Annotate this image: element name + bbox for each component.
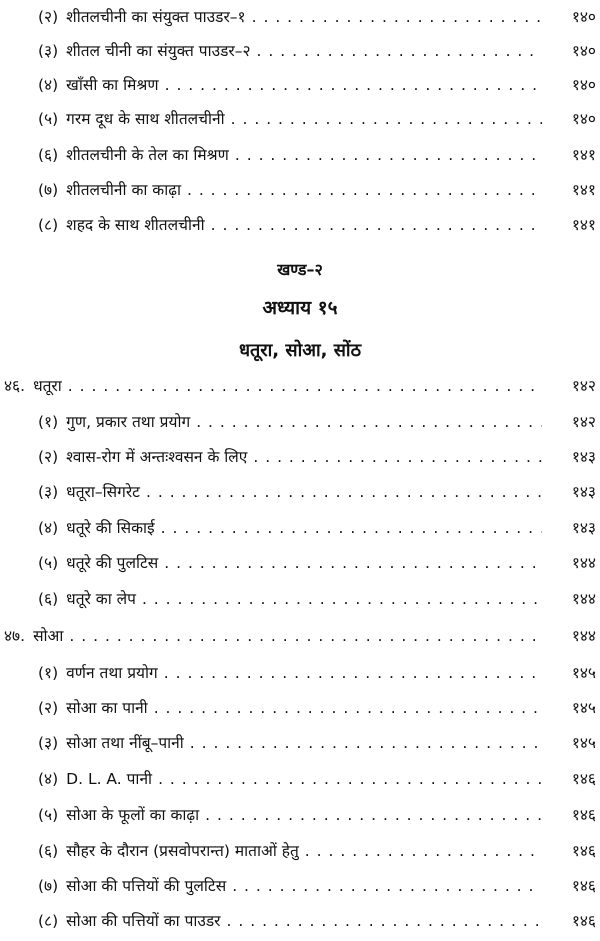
entry-title: D. L. A. पानी	[66, 770, 153, 788]
entry-title: शीतल चीनी का संयुक्त पाउडर–२	[66, 42, 251, 60]
toc-entry	[0, 693, 600, 723]
entry-number: ४६.	[4, 377, 26, 395]
entry-number: (२)	[38, 448, 59, 466]
toc-entry	[0, 210, 600, 240]
entry-number: (१)	[38, 664, 59, 682]
entry-number: (३)	[38, 734, 59, 752]
entry-page-number: १४१	[571, 181, 596, 199]
entry-page-number: १४६	[571, 912, 596, 930]
entry-number: (४)	[38, 519, 59, 537]
toc-entry	[0, 548, 600, 578]
toc-entry	[0, 2, 600, 32]
entry-number: (३)	[38, 42, 59, 60]
entry-number: (८)	[38, 912, 59, 930]
entry-number: (२)	[38, 699, 59, 717]
dot-leader	[68, 371, 542, 401]
toc-entry	[0, 175, 600, 205]
entry-title: गुण, प्रकार तथा प्रयोग	[66, 413, 191, 431]
dot-leader	[253, 442, 542, 472]
entry-title: शीतलचीनी का काढ़ा	[66, 181, 181, 199]
entry-number: (५)	[38, 554, 59, 572]
toc-entry	[0, 728, 600, 758]
dot-leader	[235, 140, 542, 170]
dot-leader	[227, 906, 542, 936]
entry-page-number: १४४	[571, 554, 596, 572]
entry-page-number: १४१	[571, 146, 596, 164]
entry-title: सोआ का पानी	[66, 699, 148, 717]
toc-entry	[0, 764, 600, 794]
entry-page-number: १४५	[571, 734, 596, 752]
toc-entry	[0, 70, 600, 100]
entry-title: खाँसी का मिश्रण	[66, 76, 159, 94]
entry-page-number: १४२	[571, 413, 596, 431]
entry-title: शहद के साथ शीतलचीनी	[66, 216, 205, 234]
entry-page-number: १४४	[571, 590, 596, 608]
entry-page-number: १४३	[571, 519, 596, 537]
dot-leader	[232, 871, 542, 901]
toc-entry	[0, 140, 600, 170]
entry-number: (३)	[38, 483, 59, 501]
dot-leader	[164, 548, 542, 578]
dot-leader	[211, 210, 542, 240]
entry-page-number: १४०	[571, 76, 596, 94]
entry-page-number: १४६	[571, 770, 596, 788]
toc-entry	[0, 871, 600, 901]
entry-page-number: १४०	[571, 42, 596, 60]
toc-entry	[0, 800, 600, 830]
entry-page-number: १४०	[571, 8, 596, 26]
entry-title: गरम दूध के साथ शीतलचीनी	[66, 110, 225, 128]
entry-number: (१)	[38, 413, 59, 431]
section-heading: खण्ड–२	[277, 260, 323, 279]
entry-page-number: १४६	[571, 877, 596, 895]
entry-title: सोआ के फूलों का काढ़ा	[66, 806, 200, 824]
chapter-topic: धतूरा, सोआ, सोंठ	[238, 340, 362, 361]
toc-entry	[0, 407, 600, 437]
dot-leader	[257, 36, 542, 66]
entry-title: धतूरा–सिगरेट	[66, 483, 140, 501]
toc-entry	[0, 477, 600, 507]
entry-page-number: १४५	[571, 699, 596, 717]
entry-page-number: १४६	[571, 842, 596, 860]
entry-number: (४)	[38, 76, 59, 94]
toc-main-entry	[0, 371, 600, 401]
entry-title: सोआ तथा नींबू–पानी	[66, 734, 184, 752]
entry-title: शीतलचीनी का संयुक्त पाउडर–१	[66, 8, 246, 26]
entry-title: सौहर के दौरान (प्रसवोपरान्त) माताओं हेतु	[66, 842, 299, 860]
entry-title: सोआ की पत्तियों की पुलटिस	[66, 877, 227, 895]
entry-title: श्वास-रोग में अन्तःश्वसन के लिए	[66, 448, 248, 466]
dot-leader	[231, 104, 542, 134]
dot-leader	[165, 70, 542, 100]
toc-entry	[0, 513, 600, 543]
entry-title: धतूरे की पुलटिस	[66, 554, 159, 572]
entry-number: (६)	[38, 590, 59, 608]
dot-leader	[305, 836, 542, 866]
dot-leader	[146, 477, 542, 507]
toc-entry	[0, 442, 600, 472]
toc-entry	[0, 104, 600, 134]
entry-number: ४७.	[4, 627, 26, 645]
toc-entry	[0, 36, 600, 66]
entry-page-number: १४६	[571, 806, 596, 824]
dot-leader	[164, 658, 542, 688]
entry-page-number: १४५	[571, 664, 596, 682]
entry-title: सोआ की पत्तियों का पाउडर	[66, 912, 221, 930]
entry-number: (८)	[38, 216, 59, 234]
entry-page-number: १४२	[571, 377, 596, 395]
toc-main-entry	[0, 621, 600, 651]
entry-number: (७)	[38, 181, 59, 199]
dot-leader	[142, 584, 542, 614]
dot-leader	[205, 800, 542, 830]
entry-page-number: १४०	[571, 110, 596, 128]
entry-number: (५)	[38, 110, 59, 128]
dot-leader	[196, 407, 542, 437]
dot-leader	[187, 175, 542, 205]
entry-number: (२)	[38, 8, 59, 26]
entry-title: सोआ	[33, 627, 64, 645]
entry-title: शीतलचीनी के तेल का मिश्रण	[66, 146, 229, 164]
chapter-heading: अध्याय १५	[262, 297, 338, 319]
toc-entry	[0, 658, 600, 688]
entry-page-number: १४३	[571, 483, 596, 501]
dot-leader	[252, 2, 542, 32]
dot-leader	[190, 728, 542, 758]
entry-number: (६)	[38, 146, 59, 164]
entry-number: (६)	[38, 842, 59, 860]
entry-number: (५)	[38, 806, 59, 824]
entry-title: धतूरे का लेप	[66, 590, 136, 608]
dot-leader	[158, 764, 542, 794]
entry-number: (४)	[38, 770, 59, 788]
dot-leader	[69, 621, 542, 651]
entry-page-number: १४३	[571, 448, 596, 466]
entry-page-number: १४१	[571, 216, 596, 234]
dot-leader	[161, 513, 542, 543]
toc-entry	[0, 584, 600, 614]
entry-page-number: १४४	[571, 627, 596, 645]
entry-title: वर्णन तथा प्रयोग	[66, 664, 158, 682]
entry-title: धतूरा	[33, 377, 62, 395]
dot-leader	[154, 693, 542, 723]
toc-entry	[0, 836, 600, 866]
entry-title: धतूरे की सिकाई	[66, 519, 155, 537]
toc-entry	[0, 906, 600, 936]
entry-number: (७)	[38, 877, 59, 895]
